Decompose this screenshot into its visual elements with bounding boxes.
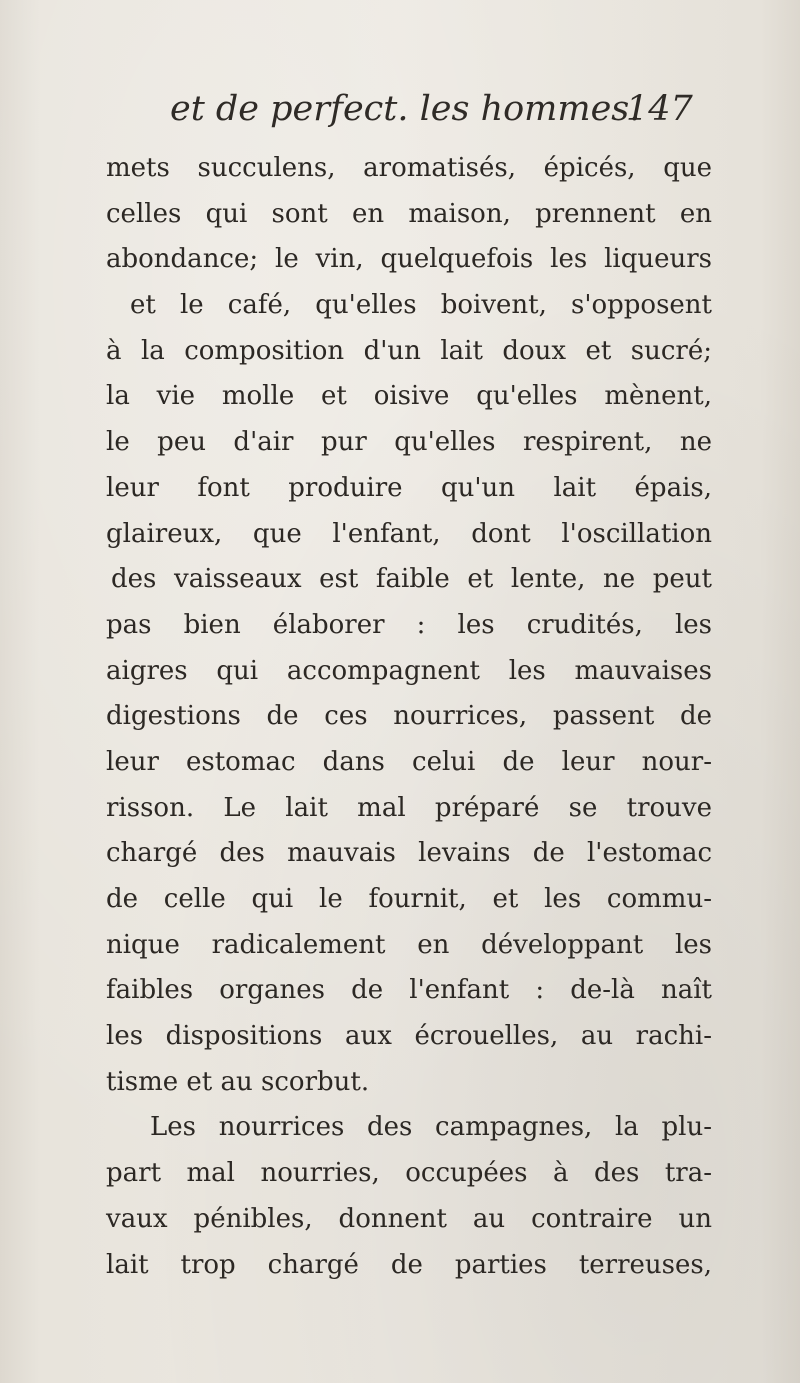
- text-line: lait trop chargé de parties terreuses,: [106, 1249, 712, 1280]
- text-line: risson. Le lait mal préparé se trouve: [106, 792, 712, 823]
- text-line: leur font produire qu'un lait épais,: [106, 472, 712, 503]
- text-line: part mal nourries, occupées à des tra-: [106, 1158, 712, 1189]
- text-line: de celle qui le fournit, et les commu-: [106, 884, 712, 914]
- text-line: aigres qui accompagnent les mauvaises: [106, 655, 712, 686]
- text-line: le peu d'air pur qu'elles respirent, ne: [106, 427, 712, 458]
- text-line: la vie molle et oisive qu'elles mènent,: [106, 381, 712, 412]
- text-line: glaireux, que l'enfant, dont l'oscillation: [106, 518, 712, 549]
- page-number: 147: [626, 89, 693, 129]
- text-line: pas bien élaborer : les crudités, les: [106, 609, 712, 640]
- text-line: mets succulens, aromatisés, épicés, que: [106, 153, 712, 183]
- running-head: [170, 84, 730, 134]
- text-line: vaux pénibles, donnent au contraire un: [106, 1203, 712, 1234]
- text-line: abondance; le vin, quelquefois les liqueurs: [106, 244, 712, 275]
- running-head-title: et de perfect. les hommes.: [170, 89, 641, 129]
- text-line: leur estomac dans celui de leur nour-: [106, 746, 712, 777]
- text-line: à la composition d'un lait doux et sucré;: [106, 335, 712, 366]
- text-line: les dispositions aux écrouelles, au rachi-: [106, 1021, 712, 1052]
- text-line: des vaisseaux est faible et lente, ne peut: [111, 564, 712, 595]
- text-line: tisme et au scorbut.: [106, 1066, 370, 1097]
- body-text: [106, 146, 712, 1288]
- text-line: digestions de ces nourrices, passent de: [106, 701, 712, 732]
- text-line: Les nourrices des campagnes, la plu-: [150, 1112, 712, 1143]
- text-line: et le café, qu'elles boivent, s'opposent: [130, 290, 712, 321]
- text-line: celles qui sont en maison, prennent en: [106, 198, 712, 229]
- text-line: faibles organes de l'enfant : de-là naît: [106, 975, 712, 1006]
- text-line: chargé des mauvais levains de l'estomac: [106, 838, 712, 869]
- text-line: nique radicalement en développant les: [106, 929, 712, 960]
